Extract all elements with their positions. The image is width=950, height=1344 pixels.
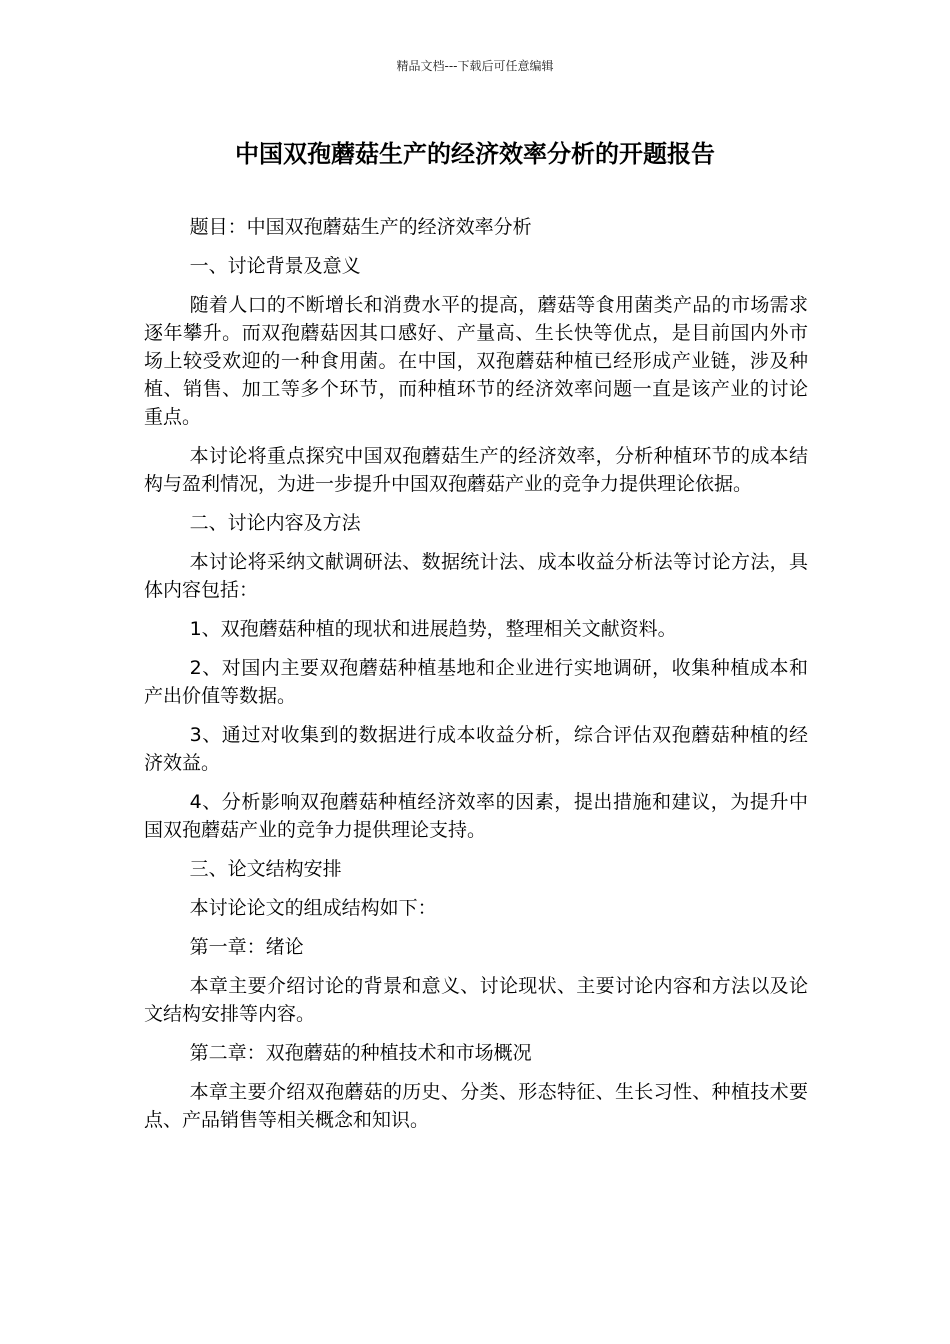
header-note: 精品文档---下载后可任意编辑 [396,59,554,73]
section-heading-background: 一、讨论背景及意义 [189,255,361,277]
section-heading-structure: 三、论文结构安排 [189,858,342,880]
section-heading-content-methods: 二、讨论内容及方法 [189,512,361,534]
paragraph-topic: 题目：中国双孢蘑菇生产的经济效率分析 [189,216,532,238]
paragraph: 本章主要介绍双孢蘑菇的历史、分类、形态特征、生长习性、种植技术要点、产品销售等相关概念和知识。 [144,1081,808,1131]
paragraph: 本章主要介绍讨论的背景和意义、讨论现状、主要讨论内容和方法以及论文结构安排等内容。 [144,975,808,1025]
paragraph: 本讨论论文的组成结构如下： [189,897,437,919]
list-item: 1、双孢蘑菇种植的现状和进展趋势，整理相关文献资料。 [189,618,677,640]
document-body [144,213,808,1145]
paragraph: 本讨论将重点探究中国双孢蘑菇生产的经济效率，分析种植环节的成本结构与盈利情况，为进一步提升中国双孢蘑菇产业的竞争力提供理论依据。 [144,445,808,495]
list-item: 2、对国内主要双孢蘑菇种植基地和企业进行实地调研，收集种植成本和产出价值等数据。 [144,657,808,707]
list-item: 3、通过对收集到的数据进行成本收益分析，综合评估双孢蘑菇种植的经济效益。 [144,724,808,774]
chapter-heading: 第二章：双孢蘑菇的种植技术和市场概况 [189,1042,532,1064]
document-title: 中国双孢蘑菇生产的经济效率分析的开题报告 [235,140,715,168]
paragraph: 随着人口的不断增长和消费水平的提高，蘑菇等食用菌类产品的市场需求逐年攀升。而双孢蘑菇因其口感好、产量高、生长快等优点，是目前国内外市场上较受欢迎的一种食用菌。在中国，双孢蘑菇种植已经形成产业链，涉及种植、销售、加工等多个环节，而种植环节的经济效率问题一直是该产业的讨论重点。 [144,294,808,428]
chapter-heading: 第一章：绪论 [189,936,304,958]
list-item: 4、分析影响双孢蘑菇种植经济效率的因素，提出措施和建议，为提升中国双孢蘑菇产业的竞争力提供理论支持。 [144,791,808,841]
paragraph: 本讨论将采纳文献调研法、数据统计法、成本收益分析法等讨论方法，具体内容包括： [144,551,808,601]
